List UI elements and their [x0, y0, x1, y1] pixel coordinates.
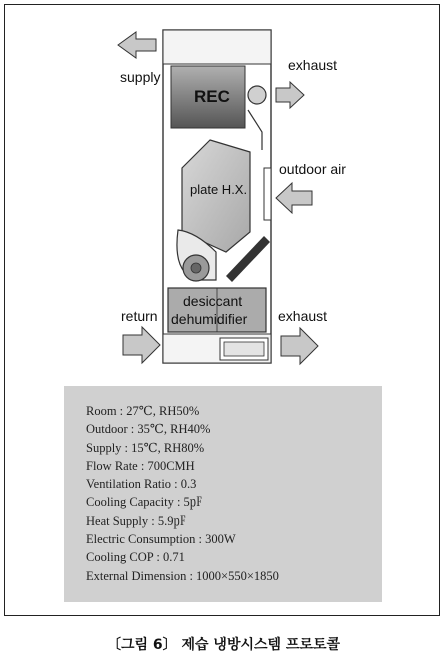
figure-caption: 〔그림 6〕 제습 냉방시스템 프로토콜: [106, 637, 341, 653]
spec-ventilation-ratio: Ventilation Ratio : 0.3: [86, 477, 197, 492]
top-section: [163, 30, 271, 64]
spec-room: Room : 27℃, RH50%: [86, 404, 200, 418]
spec-supply: Supply : 15℃, RH80%: [86, 440, 205, 455]
exhaust-bottom-arrow: [281, 328, 318, 364]
exhaust-top-label: exhaust: [288, 57, 338, 73]
spec-cooling-cop: Cooling COP : 0.71: [86, 550, 185, 565]
spec-flow-rate: Flow Rate : 700CMH: [86, 458, 195, 473]
spec-heat-supply: Heat Supply : 5.9㎊: [86, 513, 186, 528]
bottom-damper-inner: [224, 342, 264, 356]
return-arrow: [123, 327, 160, 363]
supply-arrow: [118, 32, 156, 58]
supply-label: supply: [120, 69, 161, 85]
outdoor-air-damper: [264, 168, 271, 220]
fan-hub-icon: [191, 263, 201, 273]
desiccant-label: desiccant: [183, 293, 243, 309]
spec-external-dimension: External Dimension : 1000×550×1850: [86, 568, 279, 583]
rec-label: REC: [194, 87, 230, 106]
return-label: return: [121, 308, 158, 324]
exhaust-top-arrow: [276, 82, 304, 108]
exhaust-bottom-label: exhaust: [278, 308, 328, 324]
rec-motor-icon: [248, 86, 266, 104]
spec-electric-consumption: Electric Consumption : 300W: [86, 532, 236, 547]
dehumidifier-label: dehumidifier: [171, 311, 248, 327]
outdoor-air-arrow: [276, 183, 312, 213]
plate-hx-label: plate H.X.: [190, 182, 248, 197]
spec-cooling-capacity: Cooling Capacity : 5㎊: [86, 495, 203, 510]
spec-panel: [64, 386, 382, 602]
outdoor-air-label: outdoor air: [279, 161, 346, 177]
spec-outdoor: Outdoor : 35℃, RH40%: [86, 422, 211, 437]
